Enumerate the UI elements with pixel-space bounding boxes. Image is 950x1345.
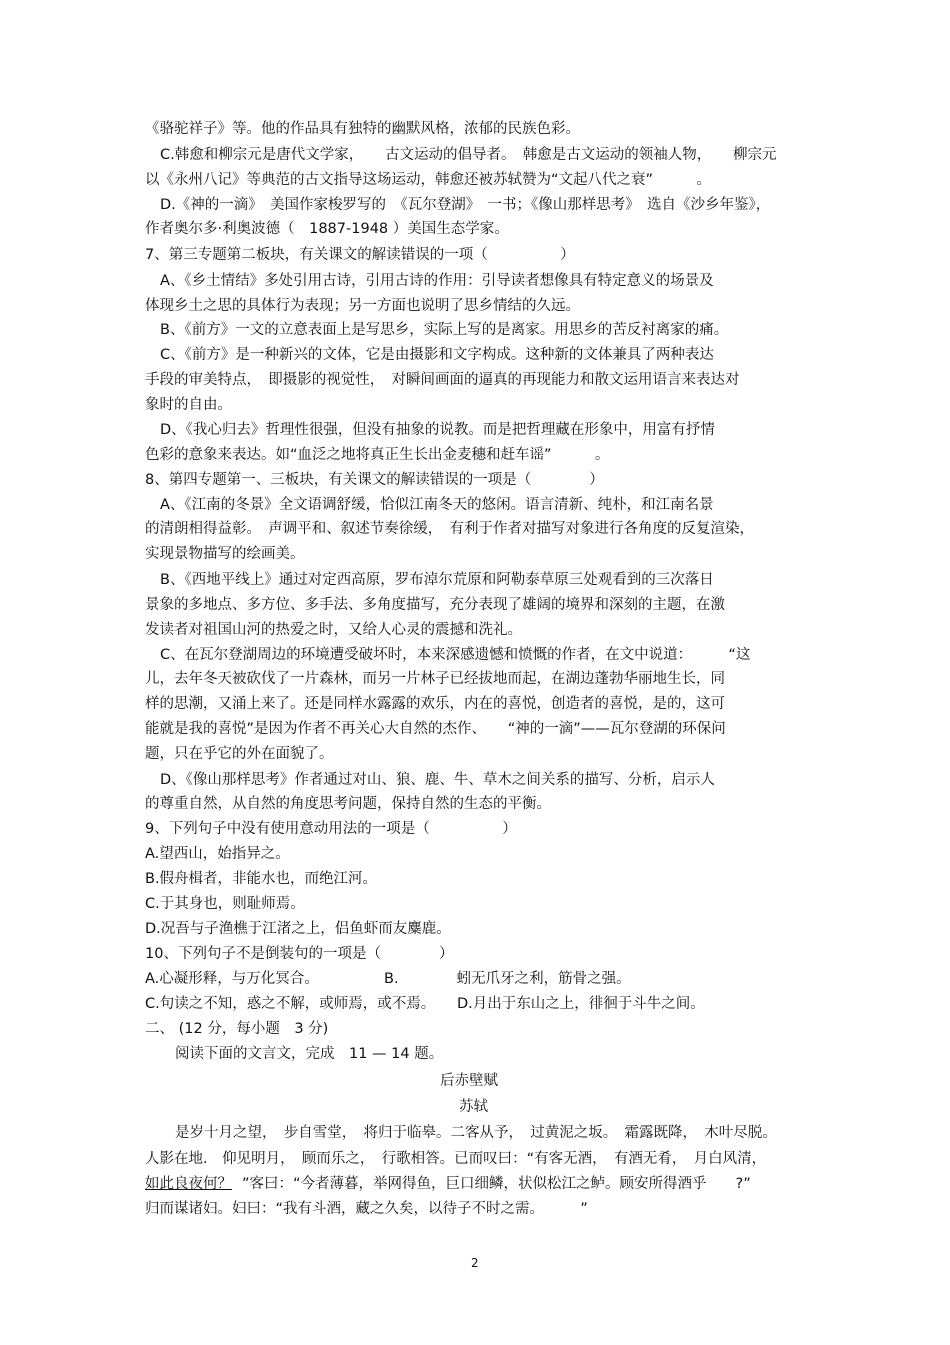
question-heading: 9、下列句子中没有使用意动用法的一项是（ ） xyxy=(145,821,517,837)
option-line: C.于其身也，则耻师焉。 xyxy=(145,896,305,912)
text-line: C、《前方》是一种新兴的文体，它是由摄影和文字构成。这种新的文体兼具了两种表达 xyxy=(160,347,714,363)
passage-line: 是岁十月之望， 步自雪堂， 将归于临皋。二客从予， 过黄泥之坂。 霜露既降， 木叶尽脱。 xyxy=(175,1125,777,1141)
text-line: 以《永州八记》等典范的古文指导这场运动，韩愈还被苏轼赞为“文起八代之衰” 。 xyxy=(145,172,712,188)
page-number: 2 xyxy=(471,1256,479,1270)
text-line: 《骆驼祥子》等。他的作品具有独特的幽默风格，浓郁的民族色彩。 xyxy=(145,121,580,137)
text-line: 样的思潮，又涌上来了。还是同样水露露的欢乐，内在的喜悦，创造者的喜悦，是的，这可 xyxy=(145,696,725,712)
text-line: 的尊重自然，从自然的角度思考问题，保持自然的生态的平衡。 xyxy=(145,796,551,812)
text-line: 的清朗相得益彰。 声调平和、叙述节奏徐缓， 有利于作者对描写对象进行各角度的反复渲染， xyxy=(145,521,754,537)
option-line: B.假舟楫者，非能水也，而绝江河。 xyxy=(145,871,378,887)
text-line: 题，只在乎它的外在面貌了。 xyxy=(145,746,334,762)
option-line: A.心凝形释，与万化冥合。 B. 蚓无爪牙之利，筋骨之强。 xyxy=(145,971,631,987)
text-line: 作者奥尔多·利奥波德（ 1887-1948 ）美国生态学家。 xyxy=(145,221,509,237)
passage-title: 后赤壁赋 xyxy=(440,1073,498,1089)
text-line: 象时的自由。 xyxy=(145,397,232,413)
section-heading: 二、 (12 分，每小题 3 分) xyxy=(145,1021,329,1037)
text-line: B、《前方》一文的立意表面上是写思乡，实际上写的是离家。用思乡的苦反衬离家的痛。 xyxy=(160,322,729,338)
text-line: 能就是我的喜悦”是因为作者不再关心大自然的杰作、 “神的一滴”——瓦尔登湖的环保问 xyxy=(145,721,726,737)
instruction-line: 阅读下面的文言文，完成 11 — 14 题。 xyxy=(175,1046,444,1062)
passage-line: ”客曰：“今者薄暮，举网得鱼，巨口细鳞，状似松江之鲈。顾安所得酒乎 ?” xyxy=(242,1176,751,1192)
question-heading: 10、下列句子不是倒装句的一项是（ ） xyxy=(145,946,454,962)
text-line: A、《乡土情结》多处引用古诗，引用古诗的作用：引导读者想像具有特定意义的场景及 xyxy=(160,273,714,289)
text-line: 色彩的意象来表达。如“血泛之地将真正生长出金麦穗和赶车谣” 。 xyxy=(145,447,610,463)
text-line: 景象的多地点、多方位、多手法、多角度描写，充分表现了雄阔的境界和深刻的主题，在激 xyxy=(145,597,725,613)
question-heading: 7、第三专题第二板块，有关课文的解读错误的一项（ ） xyxy=(145,247,575,263)
passage-line: 归而谋诸妇。妇曰：“我有斗酒，藏之久矣，以待子不时之需。 ” xyxy=(145,1201,588,1217)
question-heading: 8、第四专题第一、三板块，有关课文的解读错误的一项是（ ） xyxy=(145,472,604,488)
text-line: D、《我心归去》哲理性很强，但没有抽象的说教。而是把哲理藏在形象中，用富有抒情 xyxy=(160,422,715,438)
text-line: 儿，去年冬天被砍伐了一片森林，而另一片林子已经拔地而起，在湖边蓬勃华丽地生长，同 xyxy=(145,671,725,687)
option-line: A.望西山，始指异之。 xyxy=(145,846,290,862)
text-line: 体现乡土之思的具体行为表现；另一方面也说明了思乡情结的久远。 xyxy=(145,298,580,314)
text-line: C.韩愈和柳宗元是唐代文学家， 古文运动的倡导者。 韩愈是古文运动的领袖人物， 柳宗元 xyxy=(160,147,777,163)
text-line: 发读者对祖国山河的热爱之时，又给人心灵的震撼和洗礼。 xyxy=(145,622,522,638)
text-line: A、《江南的冬景》全文语调舒缓，恰似江南冬天的悠闲。语言清新、纯朴，和江南名景 xyxy=(160,497,714,513)
text-line: 实现景物描写的绘画美。 xyxy=(145,546,305,562)
text-line: C、在瓦尔登湖周边的环境遭受破坏时，本来深感遗憾和愤慨的作者，在文中说道： “这 xyxy=(160,647,751,663)
passage-line: 人影在地. 仰见明月， 顾而乐之， 行歌相答。已而叹曰：“有客无酒， 有酒无肴， 月白风清， xyxy=(145,1151,767,1167)
passage-author: 苏轼 xyxy=(459,1099,488,1115)
option-line: C.句读之不知，惑之不解，或师焉，或不焉。 D.月出于东山之上，徘徊于斗牛之间。 xyxy=(145,996,705,1012)
underlined-phrase: 如此良夜何？ xyxy=(145,1176,232,1192)
text-line: D.《神的一滴》 美国作家梭罗写的 《瓦尔登湖》 一书；《像山那样思考》 选自《沙乡年鉴》， xyxy=(160,197,771,213)
text-line: D、《像山那样思考》作者通过对山、狼、鹿、牛、草木之间关系的描写、分析，启示人 xyxy=(160,772,715,788)
text-line: 手段的审美特点， 即摄影的视觉性， 对瞬间画面的逼真的再现能力和散文运用语言来表达对 xyxy=(145,372,740,388)
option-line: D.况吾与子渔樵于江渚之上，侣鱼虾而友麋鹿。 xyxy=(145,921,451,937)
text-line: B、《西地平线上》通过对定西高原，罗布淖尔荒原和阿勒泰草原三处观看到的三次落日 xyxy=(160,572,714,588)
